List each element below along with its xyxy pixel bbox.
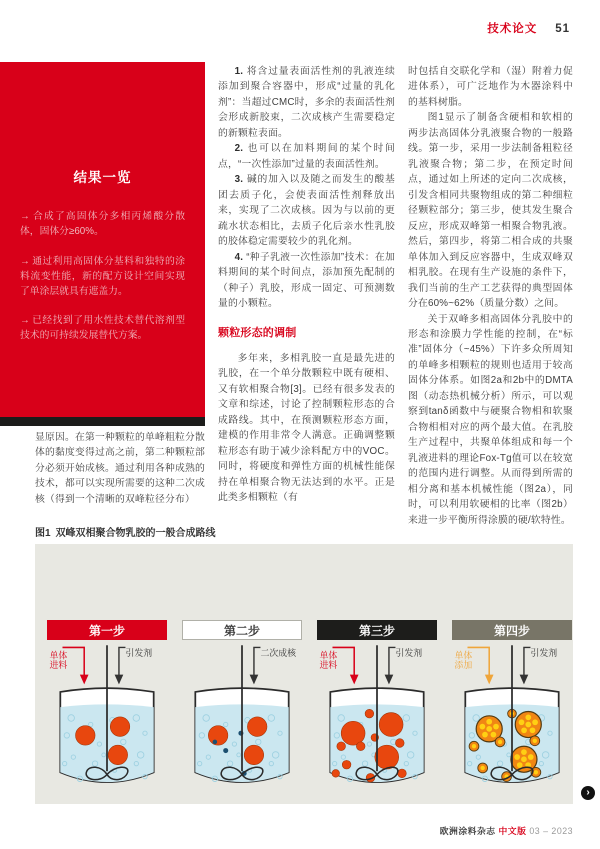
feed-label: 添加 [454,660,473,671]
article-category: 技术论文 [487,23,538,35]
arrow-bullet-icon: → [20,255,30,267]
results-summary-box [0,62,205,417]
initiator-label: 引发剂 [530,648,558,659]
feed-label: 单体 [319,650,338,661]
arrow-bullet-icon: → [20,315,30,327]
initiator-label: 引发剂 [395,648,423,659]
left-column [35,430,205,522]
results-box-underline [0,417,205,426]
results-item: → 通过利用高固体分基料和独特的涂料流变性能，新的配方设计空间实现了单涂层就具有遮盖力。 [20,255,185,297]
figure-steps [35,544,573,794]
step-banner: 第三步 [317,620,437,640]
figure-caption: 图1 双峰双相聚合物乳胶的一般合成路线 [35,528,216,539]
reactor-diagram [47,642,167,794]
body-paragraph: 时包括自交联化学和（湿）附着力促进体系），可广泛地作为木器涂料中的基料树脂。 [408,66,573,108]
feed-label: 单体 [454,650,473,661]
initiator-label: 引发剂 [125,648,153,659]
continuation-arrow-icon: › [581,786,595,800]
journal-name: 欧洲涂料杂志 [439,826,496,836]
journal-edition: 中文版 [498,826,527,836]
page-number: 51 [555,23,570,35]
page-header [487,20,570,36]
arrow-bullet-icon: → [20,211,30,222]
page-footer [440,824,573,837]
step-banner: 第二步 [182,620,302,640]
reactor-diagram [317,642,437,794]
numbered-item: 3. 碱的加入以及随之而发生的酸基团去质子化，会使表面活性剂释放出来，实现了二次成核。因为与以前的更疏水状态相比，去质子化后亲水性乳胶的胶体稳定需要较少的乳化剂。 [218,174,395,248]
figure-step [452,620,572,794]
right-column [408,64,573,540]
section-heading: 颗粒形态的调制 [218,326,297,339]
numbered-item: 2. 也可以在加料期间的某个时间点，“一次性添加”过量的表面活性剂。 [218,143,395,170]
initiator-label: 二次成核 [260,648,297,659]
step-banner: 第一步 [47,620,167,640]
figure-panel [35,544,573,804]
middle-column [218,64,395,522]
body-paragraph: 显原因。在第一种颗粒的单峰粗粒分散体的黏度变得过高之前，第二种颗粒部分必须开始成核。通过利用各种成熟的技术，都可以实现所需要的这种二次成核（得到一个清晰的双峰粒径分布） [35,432,205,505]
results-box-title: 结果一览 [73,170,132,185]
figure-step [47,620,167,794]
feed-label: 进料 [319,660,338,671]
step-banner: 第四步 [452,620,572,640]
feed-label: 单体 [49,650,68,661]
body-paragraph: 多年来，多相乳胶一直是最先进的乳胶，在一个单分散颗粒中既有硬相、又有软相聚合物[3]。已经有很多发表的文章和综述，讨论了控制颗粒形态的合成路线。其中，在预测颗粒形态方面，建模的作用非常令人满意。正确调整颗粒形态有助于减少涂料配方中的VOC。同时，将硬度和弹性方面的机械性能保持在单相聚合物无法达到的水平。正是此类多相颗粒（有 [218,352,395,504]
numbered-item: 4. “种子乳液一次性添加”技术：在加料期间的某个时间点，添加预先配制的（种子）乳胶，形成一固定、可预测数量的小颗粒。 [218,251,395,310]
body-paragraph: 图1显示了制备含硬相和软相的两步法高固体分乳液聚合物的一般路线。第一步，采用一步法制备粗粒径乳液聚合物；第二步，在预定时间点，通过如上所述的定向二次成核，引发含相同共聚物组成的第二种细粒径颗粒部分；第三步，使其发生聚合反应，形成双峰第一相聚合物乳液。然后，第四步，将第二相合成的共聚单体加入到反应容器中，生成双峰双相乳胶。在现有生产设施的条件下，我们当前的生产工艺获得的典型固体分在60%~62%（质量分数）之间。 [408,112,573,310]
figure-number: 图1 [35,528,51,539]
figure-step [317,620,437,794]
results-item: → 已经找到了用水性技术替代溶剂型技术的可持续发展替代方案。 [20,315,185,342]
reactor-diagram [182,642,302,794]
results-item: → 合成了高固体分多相丙烯酸分散体，固体分≥60%。 [20,211,185,237]
feed-label: 进料 [49,660,68,671]
figure-step [182,620,302,794]
reactor-diagram [452,642,572,794]
numbered-item: 1. 将含过量表面活性剂的乳液连续添加到聚合容器中，形成“过量的乳化剂”：当超过CMC时，多余的表面活性剂会形成新胶束，二次成核产生需要稳定的新颗粒表面。 [218,66,395,139]
body-paragraph: 关于双峰多相高固体分乳胶中的形态和涂膜力学性能的控制，在“标准”固体分（~45%）下许多众所周知的单峰多相颗粒的规则也适用于较高固体分体系。如图2a和2b中的DMTA图（动态热机械分析）所示，可以观察到tanδ函数中与硬聚合物相和软聚合物相相对应的两个最大值。在乳胶生产过程中，共聚单体组成和每一个乳液进料的理论Fox-Tg值可以在较宽的范围内进行调整。从而得到所需的相分离和基本机械性能（图2a），同时，可以利用软硬相的比率（图2b）来进一步平衡所得涂膜的硬/软特性。 [408,313,573,526]
journal-issue: 03 – 2023 [529,826,573,836]
